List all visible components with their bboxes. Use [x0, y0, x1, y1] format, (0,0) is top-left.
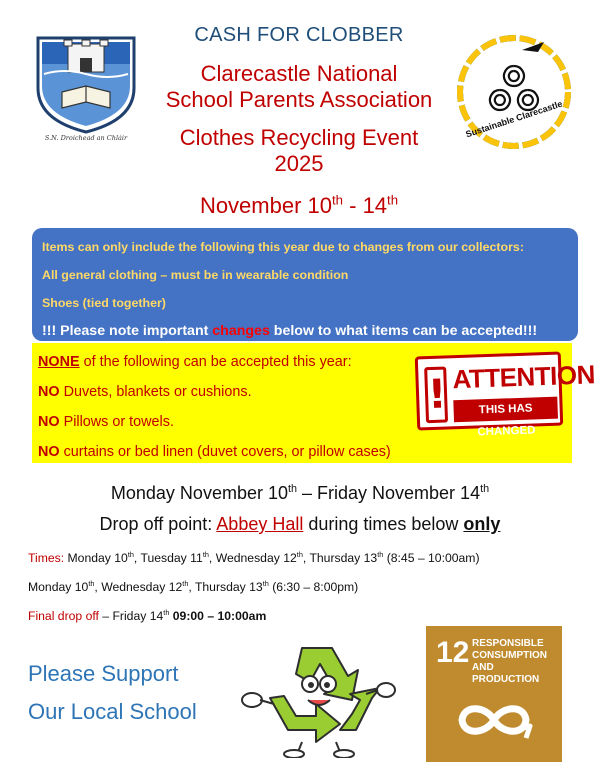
event-year: 2025	[274, 151, 324, 176]
attention-word: ATTENTION	[452, 359, 596, 395]
accepted-item: All general clothing – must be in wearable condition	[42, 268, 349, 282]
school-crest-logo	[34, 34, 138, 158]
support-message: Please Support Our Local School	[28, 661, 197, 724]
accepted-items-box	[32, 228, 578, 341]
sdg-title: RESPONSIBLE CONSUMPTION AND PRODUCTION	[472, 638, 547, 685]
sdg12-tile	[426, 626, 562, 762]
infinity-icon	[452, 692, 536, 748]
accepted-items-intro: Items can only include the following this year due to changes from our collectors:	[42, 240, 524, 254]
event-dates: November 10th - 14th	[199, 192, 399, 218]
excluded-item: NO Pillows or towels.	[38, 414, 174, 430]
exclamation-icon: !	[424, 366, 448, 423]
crest-motto: S.N. Droichead an Chláir	[44, 134, 128, 142]
attention-subtext: THIS HAS CHANGED	[453, 397, 558, 423]
accepted-item: Shoes (tied together)	[42, 296, 166, 310]
recycle-mascot-icon	[240, 638, 396, 758]
crest-shield-icon	[34, 34, 138, 134]
changes-notice: !!! Please note important changes below to what items can be accepted!!!	[42, 323, 538, 339]
event-name-line1: Clothes Recycling Event	[179, 125, 419, 150]
schedule-evening: Monday 10th, Wednesday 12th, Thursday 13th (6:30 – 8:00pm)	[28, 578, 359, 594]
org-name-line2: School Parents Association	[165, 87, 433, 112]
sdg-number: 12	[436, 636, 470, 669]
attention-badge	[415, 351, 596, 439]
sustainable-label: Sustainable Clarecastle	[464, 98, 564, 140]
dropoff-point: Drop off point: Abbey Hall during times below only	[99, 514, 501, 534]
collection-dates: Monday November 10th – Friday November 14th	[110, 483, 490, 503]
excluded-item: NO Duvets, blankets or cushions.	[38, 384, 252, 400]
schedule-morning: Times: Monday 10th, Tuesday 11th, Wednesday 12th, Thursday 13th (8:45 – 10:00am)	[28, 549, 480, 565]
excluded-items-heading: NONE of the following can be accepted this year:	[38, 354, 352, 370]
sustainable-clarecastle-logo	[452, 30, 576, 154]
venue-name: Abbey Hall	[216, 514, 304, 534]
schedule-final: Final drop off – Friday 14th 09:00 – 10:00am	[28, 607, 267, 623]
page-title: CASH FOR CLOBBER	[194, 24, 404, 46]
header	[140, 24, 458, 219]
excluded-item: NO curtains or bed linen (duvet covers, or pillow cases)	[38, 444, 391, 460]
org-name-line1: Clarecastle National	[200, 61, 398, 86]
